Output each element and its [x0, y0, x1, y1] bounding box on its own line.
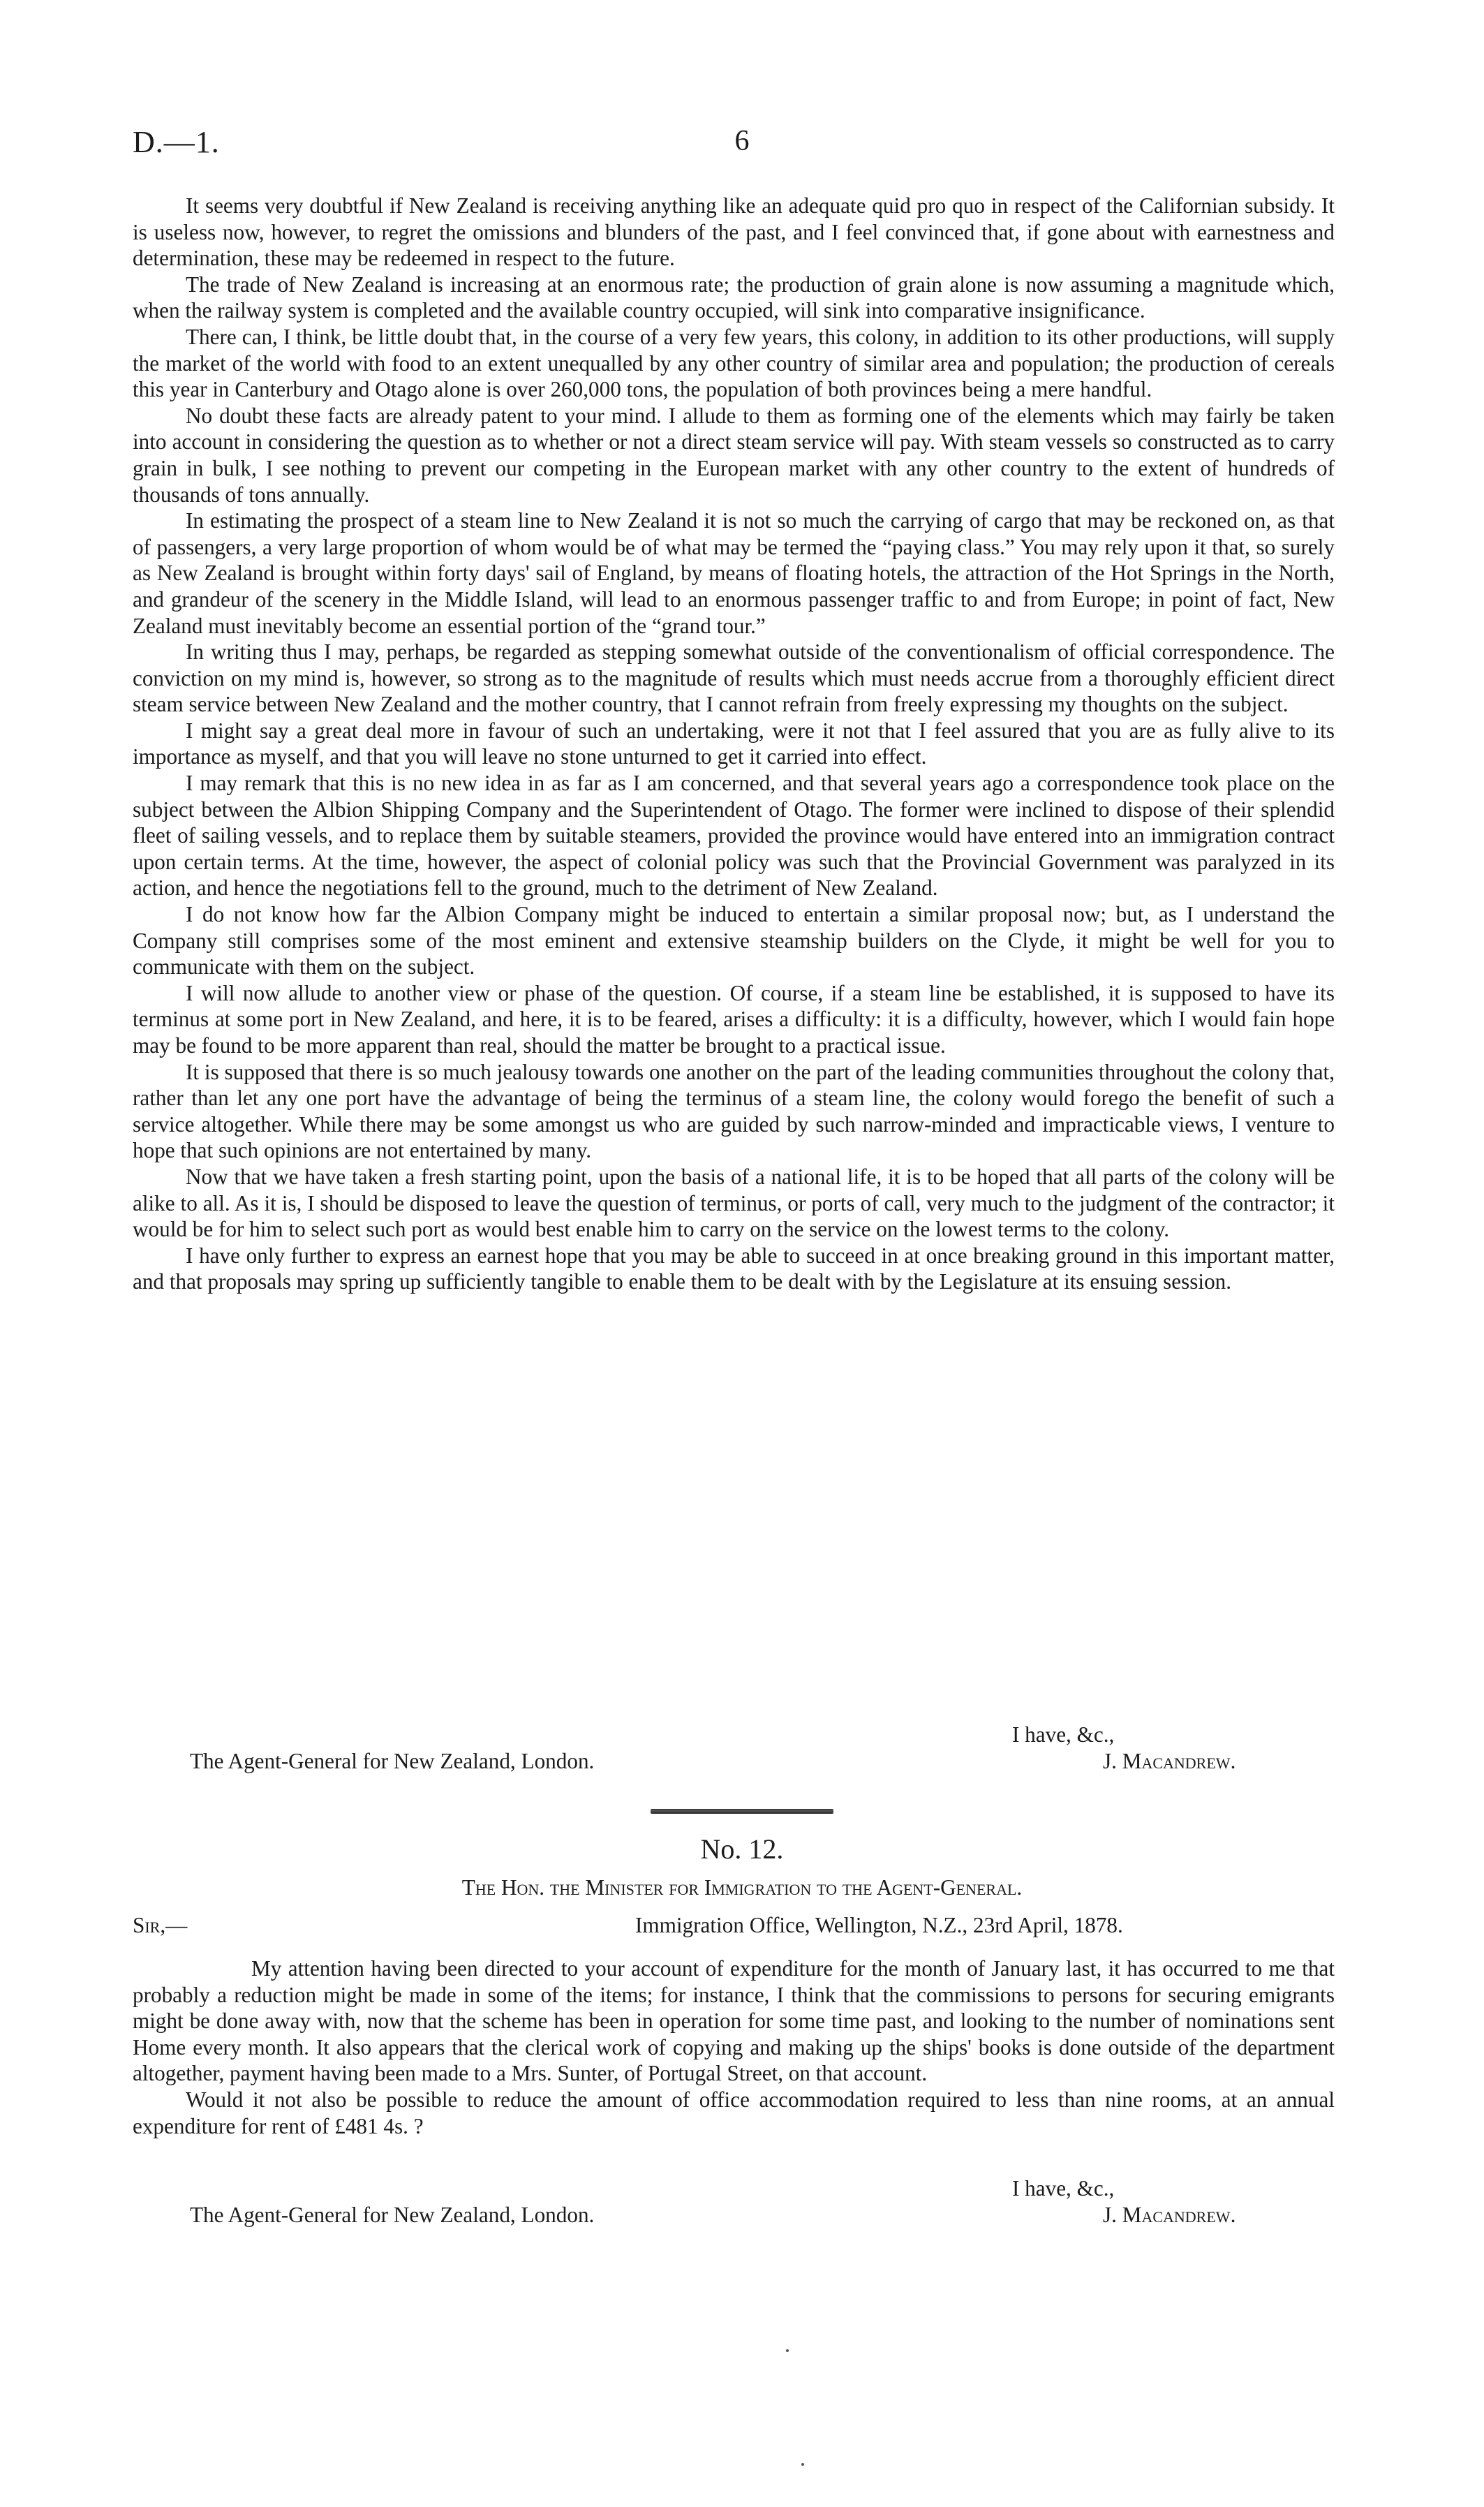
- letter-body: [133, 1955, 1335, 2139]
- print-speck: [801, 2463, 804, 2466]
- dateline: Immigration Office, Wellington, N.Z., 23rd April, 1878.: [635, 1913, 1123, 1937]
- paragraph: Now that we have taken a fresh starting point, upon the basis of a national life, it is to be hoped that all parts of the colony will be alike to all. As it is, I should be disposed to leave the question of terminus, or ports of call, very much to the judgment of the contractor; it would be for him to select such port as would best enable him to carry on the service on the lowest terms to the colony.: [133, 1164, 1335, 1242]
- paragraph: I will now allude to another view or phase of the question. Of course, if a steam line be established, it is supposed to have its terminus at some port in New Zealand, and here, it is to be feared, arises a difficulty: it is a difficulty, however, which I would fain hope may be found to be more apparent than real, should the matter be brought to a practical issue.: [133, 980, 1335, 1058]
- page-number: 6: [734, 125, 750, 157]
- paragraph: It seems very doubtful if New Zealand is receiving anything like an adequate quid pro quo in respect of the Californian subsidy. It is useless now, however, to regret the omissions and blunders of the past, and I feel convinced that, if gone about with earnestness and determination, these may be redeemed in respect to the future.: [133, 193, 1335, 271]
- paragraph: My attention having been directed to your account of expenditure for the month of January last, it has occurred to me that probably a reduction might be made in some of the items; for instance, I think that the commissions to persons for securing emigrants might be done away with, now that the scheme has been in operation for some time past, and looking to the number of nominations sent Home every month. It also appears that the clerical work of copying and making up the ships' books is done outside of the department altogether, payment having been made to a Mrs. Sunter, of Portugal Street, on that account.: [133, 1956, 1335, 2086]
- closing-formula: I have, &c.,: [1012, 2176, 1115, 2201]
- paragraph: I may remark that this is no new idea in as far as I am concerned, and that several years ago a correspondence took place on the subject between the Albion Shipping Company and the Superintendent of Otago. The former were inclined to dispose of their splendid fleet of sailing vessels, and to replace them by suitable steamers, provided the province would have entered into an immigration contract upon certain terms. At the time, however, the aspect of colonial policy was such that the Provincial Government was paralyzed in its action, and hence the negotiations fell to the ground, much to the detriment of New Zealand.: [133, 771, 1335, 901]
- closing-formula: I have, &c.,: [1012, 1722, 1115, 1747]
- signature: J. Macandrew.: [1103, 1749, 1236, 1773]
- paragraph: I do not know how far the Albion Company might be induced to entertain a similar proposal now; but, as I understand the Company still comprises some of the most eminent and extensive steamship builders on the Clyde, it might be well for you to communicate with them on the subject.: [133, 902, 1335, 979]
- paragraph: It is supposed that there is so much jealousy towards one another on the part of the leading communities throughout the colony that, rather than let any one port have the advantage of being the terminus of a steam line, the colony would forego the benefit of such a service altogether. While there may be some amongst us who are guided by such narrow-minded and impracticable views, I venture to hope that such opinions are not entertained by many.: [133, 1059, 1335, 1163]
- paragraph: There can, I think, be little doubt that, in the course of a very few years, this colony, in addition to its other productions, will supply the market of the world with food to an extent unequalled by any other country of similar area and population; the production of cereals this year in Canterbury and Otago alone is over 260,000 tons, the population of both provinces being a mere handful.: [133, 324, 1335, 402]
- paragraph: No doubt these facts are already patent to your mind. I allude to them as forming one of the elements which may fairly be taken into account in considering the question as to whether or not a direct steam service will pay. With steam vessels so constructed as to carry grain in bulk, I see nothing to prevent our competing in the European market with any other country to the extent of hundreds of thousands of tons annually.: [133, 403, 1335, 507]
- addressee: The Agent-General for New Zealand, London.: [190, 1749, 595, 1773]
- letter-heading: The Hon. the Minister for Immigration to the Agent-General.: [461, 1875, 1023, 1900]
- letter-body: [133, 193, 1335, 1295]
- letter-number: No. 12.: [700, 1833, 784, 1865]
- paragraph: Would it not also be possible to reduce the amount of office accommodation required to less than nine rooms, at an annual expenditure for rent of £481 4s. ?: [133, 2087, 1335, 2138]
- page-header: [133, 124, 1351, 166]
- paragraph: In writing thus I may, perhaps, be regarded as stepping somewhat outside of the conventionalism of official correspondence. The conviction on my mind is, however, so strong as to the magnitude of results which must needs accrue from a thoroughly efficient direct steam service between New Zealand and the mother country, that I cannot refrain from freely expressing my thoughts on the subject.: [133, 639, 1335, 717]
- signature: J. Macandrew.: [1103, 2203, 1236, 2227]
- salutation: Sir,—: [133, 1913, 188, 1937]
- print-speck: [786, 2349, 789, 2352]
- section-divider: [651, 1809, 833, 1814]
- paragraph: The trade of New Zealand is increasing at an enormous rate; the production of grain alone is now assuming a magnitude which, when the railway system is completed and the available country occupied, will sink into comparative insignificance.: [133, 272, 1335, 323]
- addressee: The Agent-General for New Zealand, London.: [190, 2203, 595, 2227]
- paragraph: I have only further to express an earnest hope that you may be able to succeed in at once breaking ground in this important matter, and that proposals may spring up sufficiently tangible to enable them to be dealt with by the Legislature at its ensuing session.: [133, 1243, 1335, 1294]
- paragraph: In estimating the prospect of a steam line to New Zealand it is not so much the carrying of cargo that may be reckoned on, as that of passengers, a very large proportion of whom would be of what may be termed the “paying class.” You may rely upon it that, so surely as New Zealand is brought within forty days' sail of England, by means of floating hotels, the attraction of the Hot Springs in the North, and grandeur of the scenery in the Middle Island, will lead to an enormous passenger traffic to and from Europe; in point of fact, New Zealand must inevitably become an essential portion of the “grand tour.”: [133, 508, 1335, 638]
- paragraph: I might say a great deal more in favour of such an undertaking, were it not that I feel assured that you are as fully alive to its importance as myself, and that you will leave no stone unturned to get it carried into effect.: [133, 718, 1335, 769]
- document-reference: D.—1.: [133, 125, 220, 159]
